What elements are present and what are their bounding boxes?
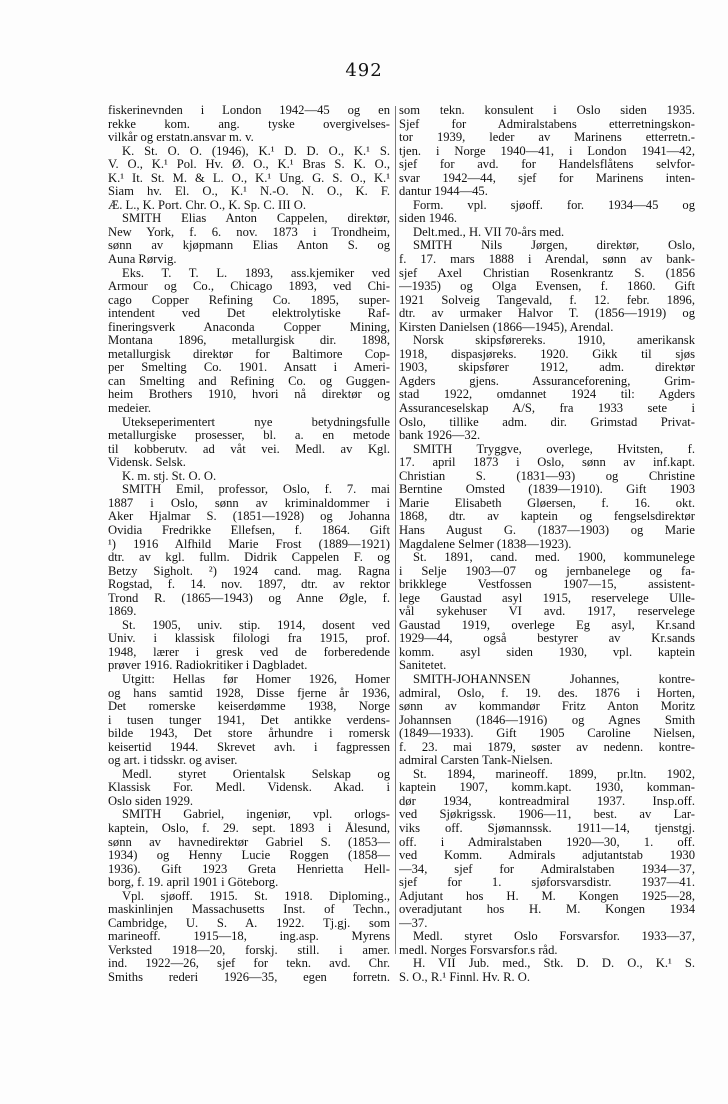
text-line: 1929—44, også bestyrer av Kr.sands xyxy=(399,632,695,646)
text-line: svar 1942—44, sjef for Marinens inten- xyxy=(399,171,695,185)
right-column xyxy=(399,104,695,985)
text-line: SMITH Tryggve, overlege, Hvitsten, f. xyxy=(413,442,695,456)
text-line: 1868, dtr. av kaptein og fengselsdirektør xyxy=(399,510,695,524)
text-line: metallurgisk direktør for Baltimore Cop- xyxy=(108,347,390,361)
text-line: 1934) og Henny Lucie Roggen (1858— xyxy=(108,849,390,863)
text-line: stad 1922, omdannet 1924 til: Agders xyxy=(399,388,695,402)
text-line: Eks. T. T. L. 1893, ass.kjemiker ved xyxy=(122,266,390,280)
text-line: kaptein, Oslo, f. 29. sept. 1893 i Ålesund, xyxy=(108,821,390,835)
text-line: overadjutant hos H. M. Kongen 1934 xyxy=(399,903,695,917)
text-line: 1948, lærer i gresk ved de forberedende xyxy=(108,645,390,659)
text-line: —34, sjef for Admiralstaben 1934—37, xyxy=(399,862,695,876)
text-line: f. 17. mars 1888 i Arendal, sønn av bank- xyxy=(399,253,695,267)
text-line: brikklege Vestfossen 1907—15, assistent- xyxy=(399,578,695,592)
text-line: Utgitt: Hellas før Homer 1926, Homer xyxy=(122,672,390,686)
text-line: kaptein 1907, komm.kapt. 1930, komman- xyxy=(399,781,695,795)
text-line: K. m. stj. St. O. O. xyxy=(122,469,217,483)
text-line: Siam hv. El. O., K.¹ N.-O. N. O., K. F. xyxy=(108,185,390,199)
text-line: SMITH Nils Jørgen, direktør, Oslo, xyxy=(413,239,695,253)
text-line: H. VII Jub. med., Stk. D. D. O., K.¹ S. xyxy=(413,957,695,971)
text-line: som tekn. konsulent i Oslo siden 1935. xyxy=(399,104,695,117)
text-line: St. 1905, univ. stip. 1914, dosent ved xyxy=(122,618,390,632)
text-line: heim Brothers 1910, hvori nå direktør og xyxy=(108,388,390,402)
text-line: Delt.med., H. VII 70-års med. xyxy=(413,225,565,239)
text-line: sønn av kjøpmann Elias Anton S. og xyxy=(108,239,390,253)
column-divider xyxy=(395,106,396,954)
text-line: Gaustad 1919, overlege Eg asyl, Kr.sand xyxy=(399,618,695,632)
text-line: S. O., R.¹ Finnl. Hv. R. O. xyxy=(399,971,531,984)
text-line: admiral, Oslo, f. 19. des. 1876 i Horten, xyxy=(399,686,695,700)
text-line: sønn av havnedirektør Gabriel S. (1853— xyxy=(108,835,390,849)
text-line: bank 1926—32. xyxy=(399,429,481,443)
text-line: Cambridge, U. S. A. 1922. Tj.gj. som xyxy=(108,916,390,930)
text-line: Verksted 1918—20, forskj. still. i amer. xyxy=(108,943,390,957)
page-number: 492 xyxy=(345,60,383,81)
text-line: New York, f. 6. nov. 1873 i Trondheim, xyxy=(108,225,390,239)
text-line: Oslo, tillike adm. dir. Grimstad Privat- xyxy=(399,415,695,429)
text-line: Assuranceselskap A/S, fra 1933 sete i xyxy=(399,402,695,416)
text-line: Medl. styret Oslo Forsvarsfor. 1933—37, xyxy=(413,930,695,944)
text-line: ¹) 1916 Alfhild Marie Frost (1889—1921) xyxy=(108,537,390,551)
text-line: 17. april 1873 i Oslo, sønn av inf.kapt. xyxy=(399,456,695,470)
text-line: Magdalene Selmer (1838—1923). xyxy=(399,537,572,551)
text-line: bilde 1943, Det store århundre i romersk xyxy=(108,727,390,741)
text-line: 1903, skipsfører 1912, adm. direktør xyxy=(399,361,695,375)
text-line: Armour og Co., Chicago 1893, ved Chi- xyxy=(108,280,390,294)
text-line: rekke kom. ang. tyske overgivelses- xyxy=(108,117,390,131)
text-line: St. 1891, cand. med. 1900, kommunelege xyxy=(413,551,695,565)
text-line: og art. i tidsskr. og aviser. xyxy=(108,754,238,768)
text-line: 1918, dispasjøreks. 1920. Gikk til sjøs xyxy=(399,347,695,361)
text-line: Marie Elisabeth Gløersen, f. 16. okt. xyxy=(399,496,695,510)
text-line: dantur 1944—45. xyxy=(399,185,488,199)
text-line: SMITH Emil, professor, Oslo, f. 7. mai xyxy=(122,483,390,497)
text-line: cago Copper Refining Co. 1895, super- xyxy=(108,293,390,307)
text-line: SMITH Elias Anton Cappelen, direktør, xyxy=(122,212,390,226)
text-line: (1849—1933). Gift 1905 Caroline Nielsen, xyxy=(399,727,695,741)
text-line: admiral Carsten Tank-Nielsen. xyxy=(399,754,553,768)
text-line: intendent ved Det elektrolytiske Raf- xyxy=(108,307,390,321)
text-line: Norsk skipsførereks. 1910, amerikansk xyxy=(413,334,695,348)
text-line: Montana 1896, metallurgisk dir. 1898, xyxy=(108,334,390,348)
text-line: til kobberutv. ad våt vei. Medl. av Kgl. xyxy=(108,442,390,456)
text-line: 1921 Solveig Tangevald, f. 12. febr. 1896, xyxy=(399,293,695,307)
text-line: Betzy Sigholt. ²) 1924 cand. mag. Ragna xyxy=(108,564,390,578)
text-line: i Selje 1903—07 og jernbanelege og fa- xyxy=(399,564,695,578)
text-line: siden 1946. xyxy=(399,212,458,226)
text-line: medeier. xyxy=(108,402,152,416)
text-line: Medl. styret Orientalsk Selskap og xyxy=(122,767,390,781)
text-line: dtr. av urmaker Halvor T. (1856—1919) og xyxy=(399,307,695,321)
text-line: Sanitetet. xyxy=(399,659,447,673)
text-line: Rogstad, f. 14. nov. 1897, dtr. av rektor xyxy=(108,578,390,592)
text-line: Vidensk. Selsk. xyxy=(108,456,186,470)
text-line: ved Komm. Admirals adjutantstab 1930 xyxy=(399,849,695,863)
text-line: Kirsten Danielsen (1866—1945), Arendal. xyxy=(399,320,614,334)
text-line: sønn av kommandør Fritz Anton Moritz xyxy=(399,700,695,714)
text-line: medl. Norges Forsvarsfor.s råd. xyxy=(399,943,558,957)
text-line: borg, f. 19. april 1901 i Göteborg. xyxy=(108,876,279,890)
text-line: Det romerske keiserdømme 1938, Norge xyxy=(108,700,390,714)
text-line: Smiths rederi 1926—35, egen forretn. xyxy=(108,971,390,984)
text-line: Auna Rørvig. xyxy=(108,253,177,267)
left-column xyxy=(108,104,390,985)
text-line: 1887 i Oslo, sønn av kriminaldommer i xyxy=(108,496,390,510)
text-line: Agders gjens. Assuranceforening, Grim- xyxy=(399,374,695,388)
text-line: f. 23. mai 1879, søster av nedenn. kontre- xyxy=(399,740,695,754)
text-line: keisertid 1944. Skrevet avh. i fagpressen xyxy=(108,740,390,754)
text-line: —1935) og Olga Evensen, f. 1860. Gift xyxy=(399,280,695,294)
text-line: Sjef for Admiralstabens etterretningskon- xyxy=(399,117,695,131)
text-line: Klassisk For. Medl. Vidensk. Akad. i xyxy=(108,781,390,795)
text-line: 1869. xyxy=(108,605,137,619)
text-line: Adjutant hos H. M. Kongen 1925—28, xyxy=(399,889,695,903)
text-line: off. i Admiralstaben 1920—30, 1. off. xyxy=(399,835,695,849)
text-line: Hans August G. (1837—1903) og Marie xyxy=(399,523,695,537)
text-line: V. O., K.¹ Pol. Hv. Ø. O., K.¹ Bras S. K. O., xyxy=(108,158,390,172)
text-line: fiskerinevnden i London 1942—45 og en xyxy=(108,104,390,117)
text-line: per Smelting Co. 1901. Ansatt i Ameri- xyxy=(108,361,390,375)
text-line: dtr. av kgl. fullm. Didrik Cappelen F. og xyxy=(108,551,390,565)
text-line: vål sykehuser VI avd. 1917, reservelege xyxy=(399,605,695,619)
text-line: Æ. L., K. Port. Chr. O., K. Sp. C. III O. xyxy=(108,198,307,212)
text-line: Berntine Omsted (1839—1910). Gift 1903 xyxy=(399,483,695,497)
text-line: can Smelting and Refining Co. og Guggen- xyxy=(108,374,390,388)
text-line: tor 1939, leder av Marinens etterretn.- xyxy=(399,131,695,145)
text-line: fineringsverk Anaconda Copper Mining, xyxy=(108,320,390,334)
text-line: Utekseperimentert nye betydningsfulle xyxy=(122,415,390,429)
text-line: og hans samtid 1928, Disse fjerne år 1936, xyxy=(108,686,390,700)
text-line: metallurgiske prosesser, bl. a. en metode xyxy=(108,429,390,443)
text-line: —37. xyxy=(399,916,428,930)
text-line: komm. asyl siden 1930, vpl. kaptein xyxy=(399,645,695,659)
text-line: Oslo siden 1929. xyxy=(108,794,194,808)
text-line: K. St. O. O. (1946), K.¹ D. D. O., K.¹ S. xyxy=(122,144,390,158)
text-line: sjef for 1. sjøforsvarsdistr. 1937—41. xyxy=(399,876,695,890)
text-line: marineoff. 1915—18, ing.asp. Myrens xyxy=(108,930,390,944)
text-line: 1936). Gift 1923 Greta Henrietta Hell- xyxy=(108,862,390,876)
text-line: tjen. i Norge 1940—41, i London 1941—42, xyxy=(399,144,695,158)
text-line: maskinlinjen Massachusetts Inst. of Techn., xyxy=(108,903,390,917)
text-line: SMITH-JOHANNSEN Johannes, kontre- xyxy=(413,672,695,686)
text-line: Ovidia Fredrikke Ellefsen, f. 1864. Gift xyxy=(108,523,390,537)
text-line: lege Gaustad asyl 1915, reservelege Ulle- xyxy=(399,591,695,605)
text-line: Univ. i klassisk filologi fra 1915, prof. xyxy=(108,632,390,646)
text-line: Vpl. sjøoff. 1915. St. 1918. Diploming., xyxy=(122,889,390,903)
text-line: Form. vpl. sjøoff. for. 1934—45 og xyxy=(413,198,695,212)
text-line: dør 1934, kontreadmiral 1937. Insp.off. xyxy=(399,794,695,808)
text-line: viks off. Sjømannssk. 1911—14, tjenstgj. xyxy=(399,821,695,835)
text-line: K.¹ It. St. M. & L. O., K.¹ Ung. G. S. O., K.¹ xyxy=(108,171,390,185)
text-line: Aker Hjalmar S. (1851—1928) og Johanna xyxy=(108,510,390,524)
text-line: SMITH Gabriel, ingeniør, vpl. orlogs- xyxy=(122,808,390,822)
text-line: prøver 1916. Radiokritiker i Dagbladet. xyxy=(108,659,308,673)
text-line: sjef Axel Christian Rosenkrantz S. (1856 xyxy=(399,266,695,280)
text-line: i tusen tunger 1941, Det antikke verdens- xyxy=(108,713,390,727)
text-line: ind. 1922—26, sjef for tekn. avd. Chr. xyxy=(108,957,390,971)
text-line: Trond R. (1865—1943) og Anne Øgle, f. xyxy=(108,591,390,605)
text-line: St. 1894, marineoff. 1899, pr.ltn. 1902, xyxy=(413,767,695,781)
text-line: sjef for avd. for Handelsflåtens selvfor- xyxy=(399,158,695,172)
text-line: Johannsen (1846—1916) og Agnes Smith xyxy=(399,713,695,727)
text-line: vilkår og erstatn.ansvar m. v. xyxy=(108,131,254,145)
text-line: ved Sjøkrigssk. 1906—11, best. av Lar- xyxy=(399,808,695,822)
text-line: Christian S. (1831—93) og Christine xyxy=(399,469,695,483)
